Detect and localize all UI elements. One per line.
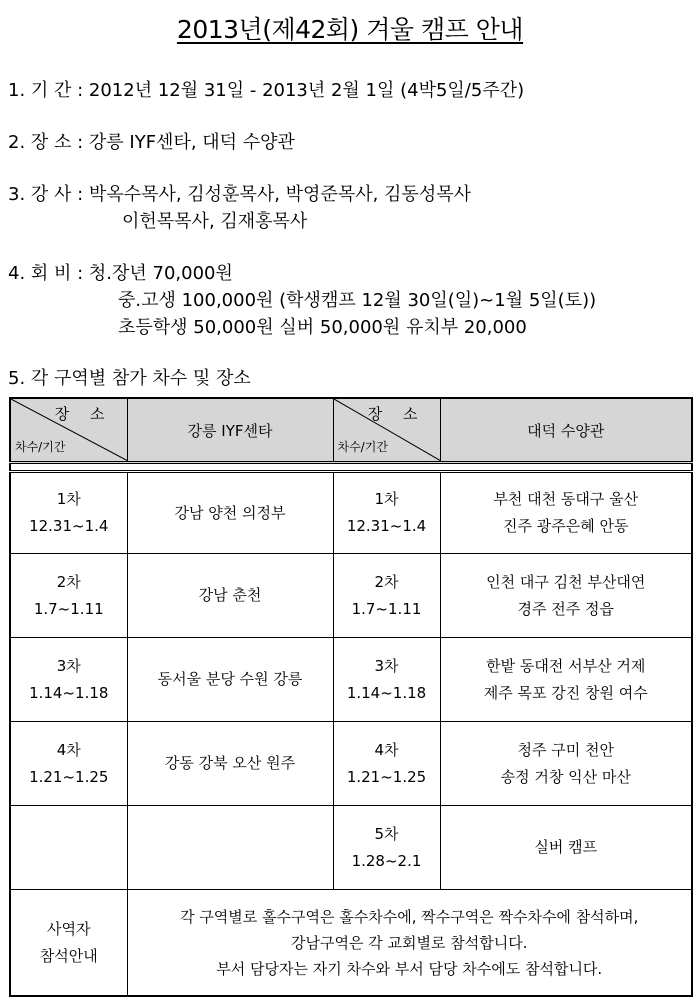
table-header-row xyxy=(10,398,692,463)
fee-cont-1: 중.고생 100,000원 (학생캠프 12월 30일(일)~1월 5일(토)) xyxy=(118,290,597,311)
venue-2-header: 대덕 수양관 xyxy=(440,398,692,463)
table-row: 5차 1.28~2.1 실버 캠프 xyxy=(10,806,692,890)
speakers-line: 3. 강 사 : 박옥수목사, 김성훈목사, 박영준목사, 김동성목사 xyxy=(8,184,471,205)
speakers-cont: 이헌목목사, 김재홍목사 xyxy=(122,211,308,232)
section-5-heading: 5. 각 구역별 참가 차수 및 장소 xyxy=(8,368,251,389)
page-title: 2013년(제42회) 겨울 캠프 안내 xyxy=(176,15,524,44)
notice-text: 각 구역별로 홀수구역은 홀수차수에, 짝수구역은 짝수차수에 참석하며, 강남구역은 각 교회별로 참석합니다. 부서 담당자는 자기 차수와 부서 담당 차수에도 참석합니다. xyxy=(127,890,692,997)
notice-row xyxy=(10,890,692,997)
venue-1-header: 강릉 IYF센타 xyxy=(127,398,333,463)
fee-line: 4. 회 비 : 청.장년 70,000원 xyxy=(8,263,233,284)
schedule-table xyxy=(9,397,693,997)
diag-header-left: 장 소 차수/기간 xyxy=(10,398,127,463)
fee-cont-2: 초등학생 50,000원 실버 50,000원 유치부 20,000 xyxy=(118,317,527,338)
table-row: 4차 1.21~1.25 강동 강북 오산 원주 4차 1.21~1.25 청주 구미 천안 송정 거창 익산 마산 xyxy=(10,722,692,806)
table-row: 3차 1.14~1.18 동서울 분당 수원 강릉 3차 1.14~1.18 한밭 동대전 서부산 거제 제주 목포 강진 창원 여수 xyxy=(10,638,692,722)
table-row: 2차 1.7~1.11 강남 춘천 2차 1.7~1.11 인천 대구 김천 부산대연 경주 전주 정읍 xyxy=(10,554,692,638)
diag-header-right: 장 소 차수/기간 xyxy=(333,398,440,463)
table-row: 1차 12.31~1.4 강남 양천 의정부 1차 12.31~1.4 부천 대천 동대구 울산 진주 광주은혜 안동 xyxy=(10,472,692,554)
place-line: 2. 장 소 : 강릉 IYF센타, 대덕 수양관 xyxy=(8,132,295,153)
notice-label: 사역자 참석안내 xyxy=(10,890,127,997)
period-line: 1. 기 간 : 2012년 12월 31일 - 2013년 2월 1일 (4박5일/5주간) xyxy=(8,80,525,101)
